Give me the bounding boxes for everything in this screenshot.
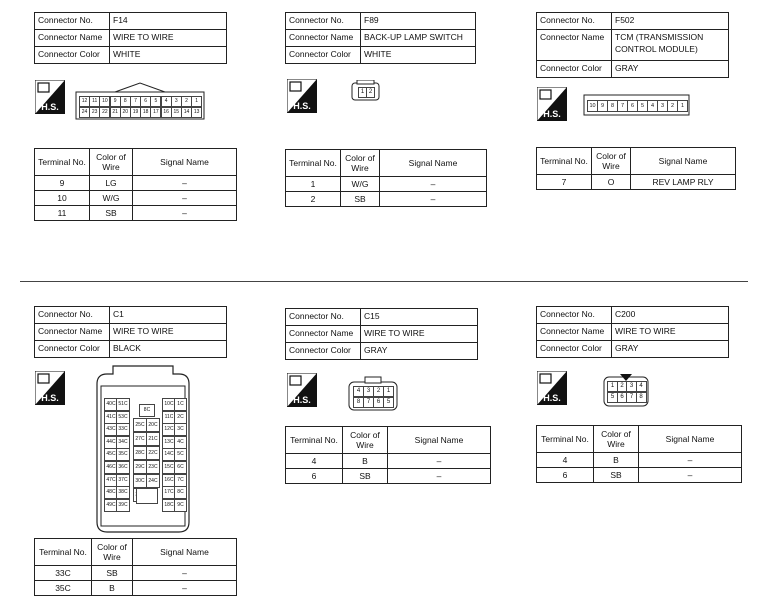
signal-name: – [133, 176, 237, 191]
label-connector-color: Connector Color [537, 341, 612, 358]
label-connector-name: Connector Name [286, 326, 361, 343]
pin-cell: 6 [140, 96, 151, 107]
pin-cell: 1 [358, 87, 367, 98]
pin-cell: 27C [133, 432, 147, 446]
pin-cell: 9 [110, 96, 121, 107]
pin-cell: 7 [617, 100, 628, 112]
pin-cell: 19 [130, 107, 141, 118]
pin-cell: 10 [587, 100, 598, 112]
pin-cell: 11 [89, 96, 100, 107]
terminal-table [34, 148, 237, 221]
terminal-table-f502-wrap [536, 147, 736, 190]
label-connector-color: Connector Color [537, 61, 612, 78]
pin-cell: 3C [174, 423, 187, 436]
col-signal-name: Signal Name [133, 149, 237, 176]
pin-cell: 2 [617, 381, 628, 392]
table-row [537, 468, 742, 483]
hs-icon [35, 371, 65, 405]
pin-cell: 11C [162, 411, 176, 424]
col-color-of-wire: Color of Wire [592, 148, 631, 175]
label-connector-name: Connector Name [537, 324, 612, 341]
pin-cell: 28C [133, 446, 147, 460]
pin-cell: 36C [116, 461, 130, 474]
connector-no: F14 [110, 13, 227, 30]
terminal-no: 7 [537, 175, 592, 190]
wire-color: LG [90, 176, 133, 191]
pin-cell: 13 [191, 107, 202, 118]
pin-cell: 29C [133, 460, 147, 474]
pin-cell: 24 [79, 107, 90, 118]
table-row [35, 206, 237, 221]
pin-cell: 7C [174, 474, 187, 487]
connector-c200 [536, 306, 729, 358]
signal-name: – [388, 469, 491, 484]
signal-name: – [380, 192, 487, 207]
label-connector-name: Connector Name [537, 30, 612, 61]
wire-color: B [594, 453, 639, 468]
signal-name: REV LAMP RLY [631, 175, 736, 190]
terminal-no: 1 [286, 177, 341, 192]
pin-cell: 34C [116, 436, 130, 449]
wire-color: SB [90, 206, 133, 221]
table-row [286, 177, 487, 192]
label-connector-color: Connector Color [35, 47, 110, 64]
pin-cell: 17C [162, 486, 176, 499]
pin-cell: 21 [110, 107, 121, 118]
pin-cell: 18 [140, 107, 151, 118]
terminal-no: 35C [35, 581, 92, 596]
pin-cell: 24C [146, 474, 160, 488]
col-signal-name: Signal Name [388, 427, 491, 454]
label-connector-no: Connector No. [537, 307, 612, 324]
col-signal-name: Signal Name [133, 539, 237, 566]
table-row [35, 581, 237, 596]
connector-f14 [34, 12, 227, 64]
pin-cell: 1 [677, 100, 688, 112]
connector-f89-face [351, 80, 381, 102]
pin-cell: 25C [133, 418, 147, 432]
pin-cell: 14C [162, 448, 176, 461]
connector-name: BACK-UP LAMP SWITCH [361, 30, 476, 47]
pin-cell: 4 [647, 100, 658, 112]
pin-cell: 13C [162, 436, 176, 449]
connector-c1 [34, 306, 227, 358]
pin-cell: 5 [637, 100, 648, 112]
terminal-no: 9 [35, 176, 90, 191]
hs-label: H.S. [41, 102, 59, 112]
label-connector-name: Connector Name [35, 324, 110, 341]
hs-icon [287, 79, 317, 113]
pin-cell: 1 [383, 386, 394, 397]
terminal-no: 6 [286, 469, 343, 484]
label-connector-color: Connector Color [35, 341, 110, 358]
connector-info-table [536, 12, 729, 78]
wire-color: SB [343, 469, 388, 484]
label-connector-no: Connector No. [35, 307, 110, 324]
connector-f89 [285, 12, 476, 64]
pin-cell: 5 [150, 96, 161, 107]
pin-cell: 47C [104, 474, 118, 487]
col-terminal-no: Terminal No. [286, 427, 343, 454]
connector-c15 [285, 308, 478, 360]
pin-cell: 2 [373, 386, 384, 397]
signal-name: – [388, 454, 491, 469]
pin-cell: 53C [116, 411, 130, 424]
col-terminal-no: Terminal No. [35, 539, 92, 566]
pin-cell: 35C [116, 448, 130, 461]
pin-cell: 51C [116, 398, 130, 411]
wire-color: SB [594, 468, 639, 483]
pin-cell: 39C [116, 499, 130, 512]
pin-cell: 14 [181, 107, 192, 118]
pin-cell: 17 [150, 107, 161, 118]
label-connector-no: Connector No. [537, 13, 612, 30]
pin-cell: 48C [104, 486, 118, 499]
terminal-table-f89-wrap [285, 149, 487, 207]
terminal-no: 10 [35, 191, 90, 206]
connector-no: C200 [612, 307, 729, 324]
pin-cell: 33C [116, 423, 130, 436]
pin-cell: 6 [617, 392, 628, 403]
pin-cell: 37C [116, 474, 130, 487]
pin-cell: 20C [146, 418, 160, 432]
pin-cell: 23C [146, 460, 160, 474]
hs-icon [537, 87, 567, 121]
signal-name: – [639, 453, 742, 468]
pin-cell: 4 [161, 96, 172, 107]
signal-name: – [133, 581, 237, 596]
connector-no: F89 [361, 13, 476, 30]
wire-color: B [92, 581, 133, 596]
col-color-of-wire: Color of Wire [341, 150, 380, 177]
table-row [537, 175, 736, 190]
col-color-of-wire: Color of Wire [343, 427, 388, 454]
terminal-table [285, 426, 491, 484]
connector-name: WIRE TO WIRE [612, 324, 729, 341]
table-row [35, 176, 237, 191]
pin-cell: 4 [353, 386, 364, 397]
connector-c1-face [89, 364, 197, 534]
pin-cell: 1 [191, 96, 202, 107]
connector-color: GRAY [361, 343, 478, 360]
col-signal-name: Signal Name [639, 426, 742, 453]
pin-cell: 9 [597, 100, 608, 112]
terminal-table [34, 538, 237, 596]
connector-no: C1 [110, 307, 227, 324]
connector-name: WIRE TO WIRE [110, 30, 227, 47]
pin-cell: 2C [174, 411, 187, 424]
connector-color: GRAY [612, 341, 729, 358]
terminal-no: 2 [286, 192, 341, 207]
label-connector-no: Connector No. [286, 309, 361, 326]
pin-cell: 7 [130, 96, 141, 107]
signal-name: – [639, 468, 742, 483]
terminal-table-f14-wrap [34, 148, 237, 221]
pin-cell [136, 488, 158, 504]
label-connector-name: Connector Name [35, 30, 110, 47]
wire-color: SB [92, 566, 133, 581]
svg-text:H.S.: H.S. [41, 393, 59, 403]
pin-cell: 12 [79, 96, 90, 107]
connector-name: TCM (TRANSMISSION CONTROL MODULE) [612, 30, 729, 61]
connector-color: WHITE [110, 47, 227, 64]
pin-cell: 10 [99, 96, 110, 107]
pin-cell: 43C [104, 423, 118, 436]
connector-info-table [285, 308, 478, 360]
connector-no: F502 [612, 13, 729, 30]
pin-cell: 8 [636, 392, 647, 403]
connector-name: WIRE TO WIRE [361, 326, 478, 343]
pin-cell: 12C [162, 423, 176, 436]
connector-info-table [34, 12, 227, 64]
pin-cell: 22 [99, 107, 110, 118]
col-color-of-wire: Color of Wire [90, 149, 133, 176]
pin-cell: 16C [162, 474, 176, 487]
pin-cell: 45C [104, 448, 118, 461]
col-terminal-no: Terminal No. [537, 148, 592, 175]
signal-name: – [380, 177, 487, 192]
wire-color: B [343, 454, 388, 469]
svg-text:H.S.: H.S. [293, 101, 311, 111]
pin-cell: 18C [162, 499, 176, 512]
terminal-table [536, 147, 736, 190]
table-row [286, 192, 487, 207]
connector-no: C15 [361, 309, 478, 326]
pin-cell: 4C [174, 436, 187, 449]
pin-cell: 4 [636, 381, 647, 392]
terminal-table-c15-wrap [285, 426, 491, 484]
col-color-of-wire: Color of Wire [594, 426, 639, 453]
terminal-table-c1-wrap [34, 538, 237, 596]
pin-cell: 7 [626, 392, 637, 403]
connector-name: WIRE TO WIRE [110, 324, 227, 341]
col-terminal-no: Terminal No. [286, 150, 341, 177]
pin-cell: 10C [162, 398, 176, 411]
pin-cell: 5 [383, 397, 394, 408]
pin-cell: 20 [120, 107, 131, 118]
pin-cell: 5 [607, 392, 618, 403]
pin-cell: 8C [139, 404, 155, 417]
connector-info-table [34, 306, 227, 358]
terminal-no: 11 [35, 206, 90, 221]
terminal-no: 4 [537, 453, 594, 468]
pin-cell: 8 [607, 100, 618, 112]
pin-cell: 6 [373, 397, 384, 408]
pin-cell: 3 [363, 386, 374, 397]
section-divider [20, 281, 748, 282]
connector-info-table [536, 306, 729, 358]
connector-color: BLACK [110, 341, 227, 358]
signal-name: – [133, 566, 237, 581]
terminal-table-c200-wrap [536, 425, 742, 483]
pin-cell: 21C [146, 432, 160, 446]
pin-cell: 1C [174, 398, 187, 411]
pin-cell: 30C [133, 474, 147, 488]
table-row [35, 566, 237, 581]
connector-f502-face [583, 94, 691, 116]
terminal-table [285, 149, 487, 207]
pin-cell: 46C [104, 461, 118, 474]
pin-cell: 3 [657, 100, 668, 112]
pin-cell: 15C [162, 461, 176, 474]
hs-icon [287, 373, 317, 407]
table-row [286, 454, 491, 469]
connector-c200-face [602, 372, 650, 408]
col-signal-name: Signal Name [631, 148, 736, 175]
signal-name: – [133, 191, 237, 206]
pin-cell: 1 [607, 381, 618, 392]
terminal-no: 6 [537, 468, 594, 483]
pin-cell: 2 [667, 100, 678, 112]
pin-cell: 3 [171, 96, 182, 107]
pin-cell: 8 [353, 397, 364, 408]
wire-color: W/G [341, 177, 380, 192]
pin-cell: 44C [104, 436, 118, 449]
connector-f502 [536, 12, 729, 78]
label-connector-color: Connector Color [286, 47, 361, 64]
svg-text:H.S.: H.S. [293, 395, 311, 405]
pin-cell: 6C [174, 461, 187, 474]
pin-cell: 16 [161, 107, 172, 118]
pin-cell: 23 [89, 107, 100, 118]
pin-cell: 7 [363, 397, 374, 408]
label-connector-name: Connector Name [286, 30, 361, 47]
svg-text:H.S.: H.S. [543, 393, 561, 403]
pin-cell: 38C [116, 486, 130, 499]
terminal-no: 33C [35, 566, 92, 581]
pin-cell: 6 [627, 100, 638, 112]
svg-text:H.S.: H.S. [543, 109, 561, 119]
terminal-no: 4 [286, 454, 343, 469]
label-connector-no: Connector No. [35, 13, 110, 30]
connector-c15-face [347, 376, 399, 412]
pin-cell: 9C [174, 499, 187, 512]
label-connector-no: Connector No. [286, 13, 361, 30]
wire-color: SB [341, 192, 380, 207]
pin-cell: 40C [104, 398, 118, 411]
hs-icon [537, 371, 567, 405]
table-row [286, 469, 491, 484]
pin-cell: 15 [171, 107, 182, 118]
pin-cell: 49C [104, 499, 118, 512]
terminal-table [536, 425, 742, 483]
connector-color: GRAY [612, 61, 729, 78]
pin-cell: 3 [626, 381, 637, 392]
table-row [537, 453, 742, 468]
pin-cell: 8C [174, 486, 187, 499]
pin-cell: 8 [120, 96, 131, 107]
table-row [35, 191, 237, 206]
col-terminal-no: Terminal No. [35, 149, 90, 176]
pin-cell: 2 [181, 96, 192, 107]
wire-color: W/G [90, 191, 133, 206]
connector-f14-face [75, 80, 205, 120]
pin-cell: 22C [146, 446, 160, 460]
pin-cell: 5C [174, 448, 187, 461]
col-terminal-no: Terminal No. [537, 426, 594, 453]
hs-icon [35, 80, 65, 114]
connector-color: WHITE [361, 47, 476, 64]
pin-cell: 2 [366, 87, 375, 98]
wire-color: O [592, 175, 631, 190]
signal-name: – [133, 206, 237, 221]
label-connector-color: Connector Color [286, 343, 361, 360]
connector-info-table [285, 12, 476, 64]
col-color-of-wire: Color of Wire [92, 539, 133, 566]
pin-cell: 41C [104, 411, 118, 424]
col-signal-name: Signal Name [380, 150, 487, 177]
